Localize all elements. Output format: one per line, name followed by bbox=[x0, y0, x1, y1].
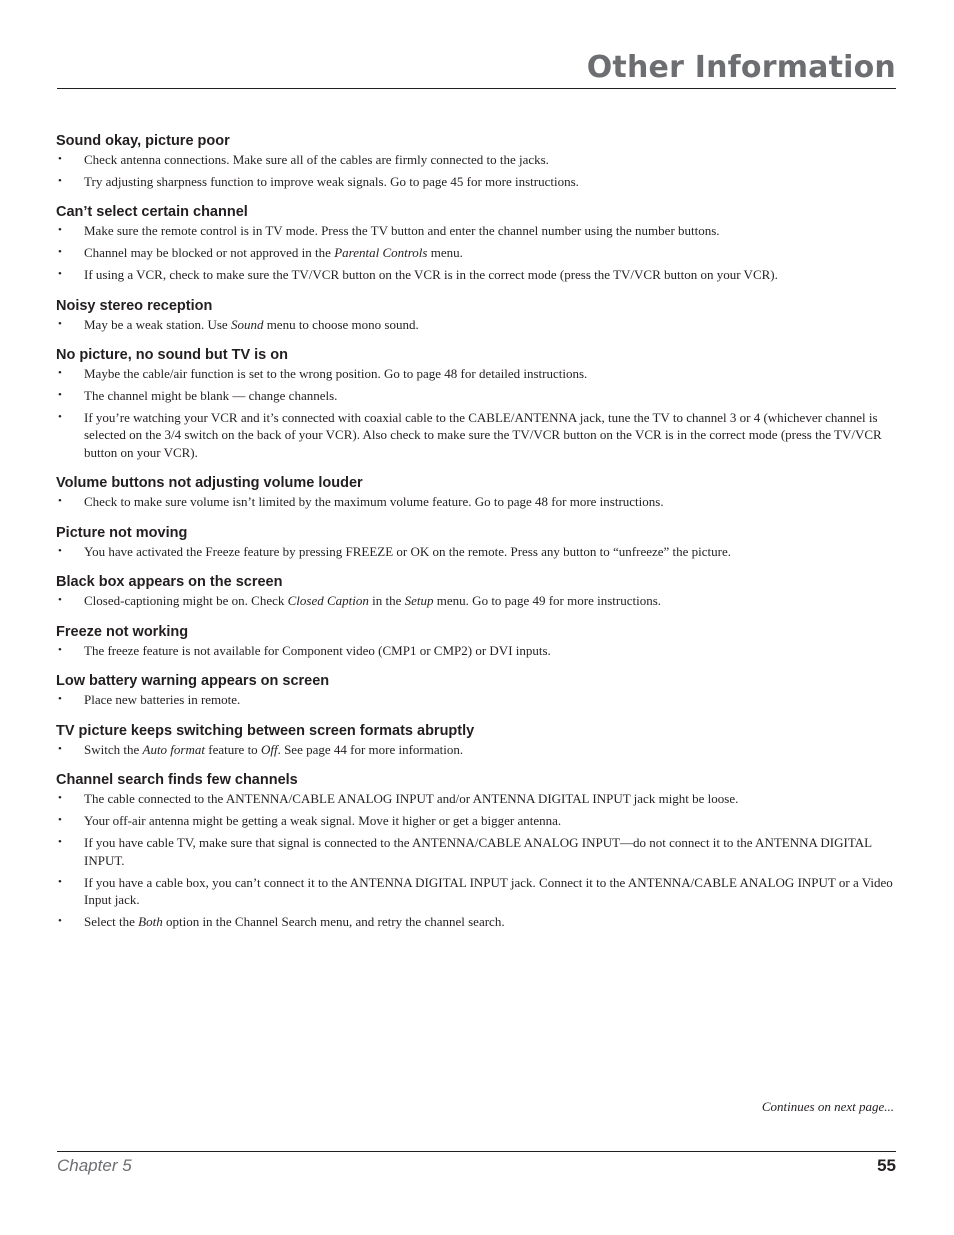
footer-chapter: Chapter 5 bbox=[57, 1156, 132, 1175]
bullet-item bbox=[56, 493, 896, 511]
bullet-text: If using a VCR, check to make sure the TV/VCR button on the VCR is in the correct mode (press the TV/VCR button on your VCR). bbox=[84, 267, 778, 283]
emphasized-term: Off bbox=[260, 741, 278, 757]
bullet-text: Make sure the remote control is in TV mode. Press the TV button and enter the channel number using the number buttons. bbox=[84, 223, 720, 239]
bullet-list bbox=[56, 493, 896, 511]
bullet-text: menu to choose mono sound. bbox=[263, 316, 419, 332]
troubleshooting-section bbox=[56, 623, 896, 660]
emphasized-term: Parental Controls bbox=[334, 245, 428, 261]
section-heading: No picture, no sound but TV is on bbox=[56, 347, 288, 364]
bullet-text: Channel may be blocked or not approved in the bbox=[84, 245, 335, 261]
bullet-item bbox=[56, 691, 896, 709]
bullet-item bbox=[56, 834, 896, 869]
bullet-text: Select the bbox=[84, 914, 139, 930]
bullet-text: Place new batteries in remote. bbox=[84, 692, 241, 708]
bullet-text: Closed-captioning might be on. Check bbox=[84, 593, 288, 609]
bullet-text: The freeze feature is not available for Component video (CMP1 or CMP2) or DVI inputs. bbox=[84, 642, 551, 658]
bullet-text: Check to make sure volume isn’t limited by the maximum volume feature. Go to page 48 for more instructions. bbox=[84, 494, 664, 510]
bullet-text: You have activated the Freeze feature by pressing FREEZE or OK on the remote. Press any button to “unfreeze” the picture. bbox=[84, 543, 732, 559]
troubleshooting-section bbox=[56, 573, 896, 610]
troubleshooting-section bbox=[56, 672, 896, 709]
troubleshooting-section bbox=[56, 722, 896, 759]
troubleshooting-section bbox=[56, 132, 896, 190]
section-heading: Picture not moving bbox=[56, 524, 188, 541]
bullet-text: May be a weak station. Use bbox=[84, 316, 231, 332]
bullet-item bbox=[56, 874, 896, 909]
bullet-item bbox=[56, 316, 896, 334]
bullet-list bbox=[56, 543, 896, 561]
bullet-text: The cable connected to the ANTENNA/CABLE ANALOG INPUT and/or ANTENNA DIGITAL INPUT jack might be loose. bbox=[84, 791, 739, 807]
continues-note: Continues on next page... bbox=[761, 1099, 894, 1114]
troubleshooting-section bbox=[56, 203, 896, 283]
bullet-list bbox=[56, 790, 896, 930]
bullet-text: option in the Channel Search menu, and retry the channel search. bbox=[162, 914, 505, 930]
bullet-item bbox=[56, 244, 896, 262]
bullet-list bbox=[56, 151, 896, 190]
bullet-text: Check antenna connections. Make sure all of the cables are firmly connected to the jacks. bbox=[84, 152, 549, 167]
bullet-text: If you’re watching your VCR and it’s connected with coaxial cable to the CABLE/ANTENNA jack, tune the TV to channel 3 or 4 (whichever channel is selected on the 3/4 switch on the back of your VCR). Also check to make sure the TV/VCR button on the VCR is in the correct mode (press the TV/VCR button on your VCR). bbox=[84, 409, 882, 460]
troubleshooting-content bbox=[56, 132, 896, 944]
bullet-text: Switch the bbox=[84, 741, 143, 757]
bullet-text: feature to bbox=[204, 741, 261, 757]
troubleshooting-section bbox=[56, 297, 896, 334]
emphasized-term: Closed Caption bbox=[287, 593, 369, 609]
bullet-item bbox=[56, 642, 896, 660]
section-heading: Freeze not working bbox=[56, 623, 189, 640]
page-title: Other Information bbox=[586, 50, 896, 85]
bullet-text: menu. bbox=[427, 245, 463, 261]
bullet-item bbox=[56, 741, 896, 759]
bullet-item bbox=[56, 365, 896, 383]
bullet-list bbox=[56, 222, 896, 283]
emphasized-term: Sound bbox=[230, 316, 264, 332]
bullet-text: Your off-air antenna might be getting a weak signal. Move it higher or get a bigger antenna. bbox=[84, 813, 562, 829]
footer-rule bbox=[57, 1151, 896, 1152]
emphasized-term: Both bbox=[138, 914, 163, 930]
bullet-list bbox=[56, 365, 896, 461]
section-heading: Can’t select certain channel bbox=[56, 204, 248, 221]
bullet-item bbox=[56, 790, 896, 808]
bullet-item bbox=[56, 222, 896, 240]
troubleshooting-section bbox=[56, 771, 896, 930]
bullet-item bbox=[56, 266, 896, 284]
bullet-list bbox=[56, 592, 896, 610]
bullet-list bbox=[56, 316, 896, 334]
bullet-item bbox=[56, 812, 896, 830]
header-rule bbox=[57, 88, 896, 89]
bullet-item bbox=[56, 592, 896, 610]
bullet-list bbox=[56, 642, 896, 660]
bullet-text: in the bbox=[368, 593, 405, 609]
page-number: 55 bbox=[877, 1156, 896, 1175]
bullet-text: Try adjusting sharpness function to improve weak signals. Go to page 45 for more instructions. bbox=[84, 173, 579, 189]
bullet-item bbox=[56, 409, 896, 462]
bullet-list bbox=[56, 741, 896, 759]
bullet-text: menu. Go to page 49 for more instructions. bbox=[433, 593, 662, 609]
section-heading: Channel search finds few channels bbox=[56, 772, 298, 789]
bullet-text: The channel might be blank — change channels. bbox=[84, 388, 338, 404]
bullet-item bbox=[56, 173, 896, 191]
emphasized-term: Auto format bbox=[142, 741, 205, 757]
section-heading: TV picture keeps switching between screen formats abruptly bbox=[56, 722, 475, 739]
bullet-item bbox=[56, 543, 896, 561]
bullet-text: Maybe the cable/air function is set to the wrong position. Go to page 48 for detailed instructions. bbox=[84, 366, 588, 382]
section-heading: Sound okay, picture poor bbox=[56, 133, 230, 149]
section-heading: Volume buttons not adjusting volume louder bbox=[56, 475, 363, 492]
troubleshooting-section bbox=[56, 524, 896, 561]
bullet-text: If you have a cable box, you can’t connect it to the ANTENNA DIGITAL INPUT jack. Connect it to the ANTENNA/CABLE ANALOG INPUT or a Video Input jack. bbox=[84, 874, 893, 908]
troubleshooting-section bbox=[56, 474, 896, 511]
bullet-text: If you have cable TV, make sure that signal is connected to the ANTENNA/CABLE ANALOG INPUT—do not connect it to the ANTENNA DIGITAL INPUT. bbox=[84, 835, 872, 868]
bullet-item bbox=[56, 913, 896, 931]
section-heading: Noisy stereo reception bbox=[56, 297, 213, 314]
section-heading: Black box appears on the screen bbox=[56, 574, 283, 591]
bullet-item bbox=[56, 151, 896, 169]
troubleshooting-section bbox=[56, 346, 896, 461]
bullet-list bbox=[56, 691, 896, 709]
section-heading: Low battery warning appears on screen bbox=[56, 673, 330, 690]
bullet-text: . See page 44 for more information. bbox=[277, 741, 464, 757]
bullet-item bbox=[56, 387, 896, 405]
emphasized-term: Setup bbox=[404, 593, 434, 609]
